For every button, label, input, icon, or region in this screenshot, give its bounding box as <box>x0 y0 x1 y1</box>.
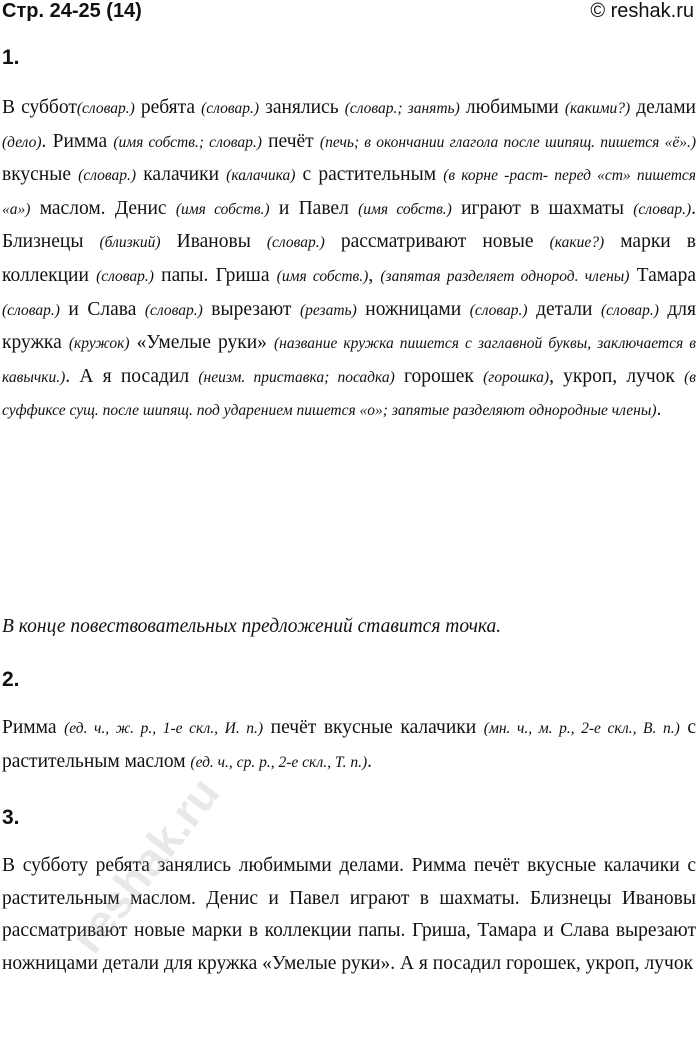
task-3-number: 3. <box>2 806 20 829</box>
annotation-note: (печь; в окончании глагола после шипящ. пишется «ё».) <box>319 133 696 151</box>
annotation-note: (словар.) <box>96 267 154 285</box>
annotation-note: (дело) <box>2 133 42 151</box>
sentence-text: Ивановы <box>160 231 267 253</box>
sentence-text: рассматривают новые <box>324 231 550 253</box>
annotation-note: (словар.) <box>201 100 260 117</box>
sentence-text: Тамара <box>629 264 696 286</box>
sentence-text: калачики <box>136 164 227 186</box>
annotation-note: (словар.; занять) <box>344 100 460 117</box>
annotation-note: (словар.) <box>144 301 203 319</box>
sentence-text: «Умелые руки» <box>129 332 274 354</box>
sentence-text: делами <box>630 97 696 118</box>
annotation-note: (близкий) <box>99 234 161 252</box>
annotation-note: (резать) <box>299 301 357 319</box>
task-1-text <box>2 92 696 428</box>
annotation-note: (какие?) <box>549 234 605 252</box>
sentence-text: ножницами <box>356 298 470 320</box>
annotation-note: (неизм. приставка; посадка) <box>198 368 395 386</box>
sentence-text: с растительным <box>295 164 444 186</box>
annotation-note: (ед. ч., ж. р., 1-е скл., И. п.) <box>64 720 264 737</box>
sentence-text: ребята <box>134 97 202 118</box>
sentence-text: , <box>368 264 381 286</box>
sentence-text: вырезают <box>202 298 300 320</box>
annotation-note: (ед. ч., ср. р., 2-е скл., Т. п.) <box>190 753 368 771</box>
sentence-text: маслом. Денис <box>30 197 176 219</box>
task-1-conclusion: В конце повествовательных предложений ставится точка. <box>2 616 502 637</box>
annotation-note: (словар.) <box>633 200 692 218</box>
annotation-note: (имя собств.; словар.) <box>113 133 262 151</box>
task-2-number: 2. <box>2 668 20 691</box>
annotation-note: (имя собств.) <box>175 200 270 218</box>
annotation-note: (словар.) <box>600 301 659 319</box>
task-1-number: 1. <box>2 46 20 69</box>
sentence-text: вкусные <box>2 164 79 186</box>
annotation-note: (имя собств.) <box>276 267 369 285</box>
sentence-text: . <box>656 399 662 421</box>
sentence-text: и Слава <box>59 298 145 320</box>
annotation-note: (мн. ч., м. р., 2-е скл., В. п.) <box>483 720 680 737</box>
task-2-text <box>2 712 696 779</box>
annotation-note: (в корне -раст- перед «ст» пишется «а») <box>2 167 696 218</box>
annotation-note: (словар.) <box>76 100 135 117</box>
annotation-note: (название кружка пишется с заглавной буквы, заключается в кавычки.) <box>2 335 696 386</box>
sentence-text: марки в коллекции <box>2 231 696 286</box>
annotation-note: (горошка) <box>483 368 550 386</box>
sentence-text: . Близнецы <box>2 197 697 253</box>
sentence-text: с растительным маслом <box>2 717 697 772</box>
sentence-text: В суббот <box>2 97 77 118</box>
annotation-note: (калачика) <box>226 167 296 185</box>
copyright-notice: © reshak.ru <box>590 0 694 22</box>
annotation-note: (словар.) <box>78 167 137 185</box>
annotation-note: (какими?) <box>564 100 631 117</box>
task-3-text: В субботу ребята занялись любимыми делами. Римма печёт вкусные калачики с растительным маслом. Денис и Павел играют в шахматы. Близнецы Ивановы рассматривают новые марки в коллекции папы. Гриша, Тамара и Слава вырезают ножницами детали для кружка «Умелые руки». А я посадил горошек, укроп, лучок <box>2 855 696 974</box>
annotation-note: (кружок) <box>68 335 130 353</box>
annotation-note: (в суффиксе сущ. после шипящ. под ударением пишется «о»; запятые разделяют однородные члены) <box>2 368 696 420</box>
sentence-text: Римма <box>2 717 65 738</box>
sentence-text: папы. Гриша <box>153 264 277 286</box>
annotation-note: (словар.) <box>2 301 60 319</box>
page-header <box>0 0 700 22</box>
sentence-text: , укроп, лучок <box>549 365 685 387</box>
sentence-text: . <box>367 750 372 772</box>
sentence-text: . Римма <box>41 130 114 152</box>
annotation-note: (имя собств.) <box>358 200 452 218</box>
annotation-note: (словар.) <box>469 301 528 319</box>
watermark: reshak.ru <box>60 767 230 963</box>
sentence-text: печёт <box>261 130 320 152</box>
annotation-note: (словар.) <box>266 234 325 252</box>
sentence-text: печёт вкусные калачики <box>263 717 484 738</box>
sentence-text: любимыми <box>459 97 565 118</box>
sentence-text: . А я посадил <box>65 365 199 387</box>
sentence-text: играют в шахматы <box>451 197 634 219</box>
sentence-text: для кружка <box>2 298 696 354</box>
sentence-text: занялись <box>259 97 345 118</box>
sentence-text: детали <box>527 298 601 320</box>
annotation-note: (запятая разделяет однород. члены) <box>380 267 630 285</box>
sentence-text: и Павел <box>269 197 359 219</box>
sentence-text: горошек <box>394 365 484 387</box>
page-reference: Стр. 24-25 (14) <box>2 0 142 22</box>
